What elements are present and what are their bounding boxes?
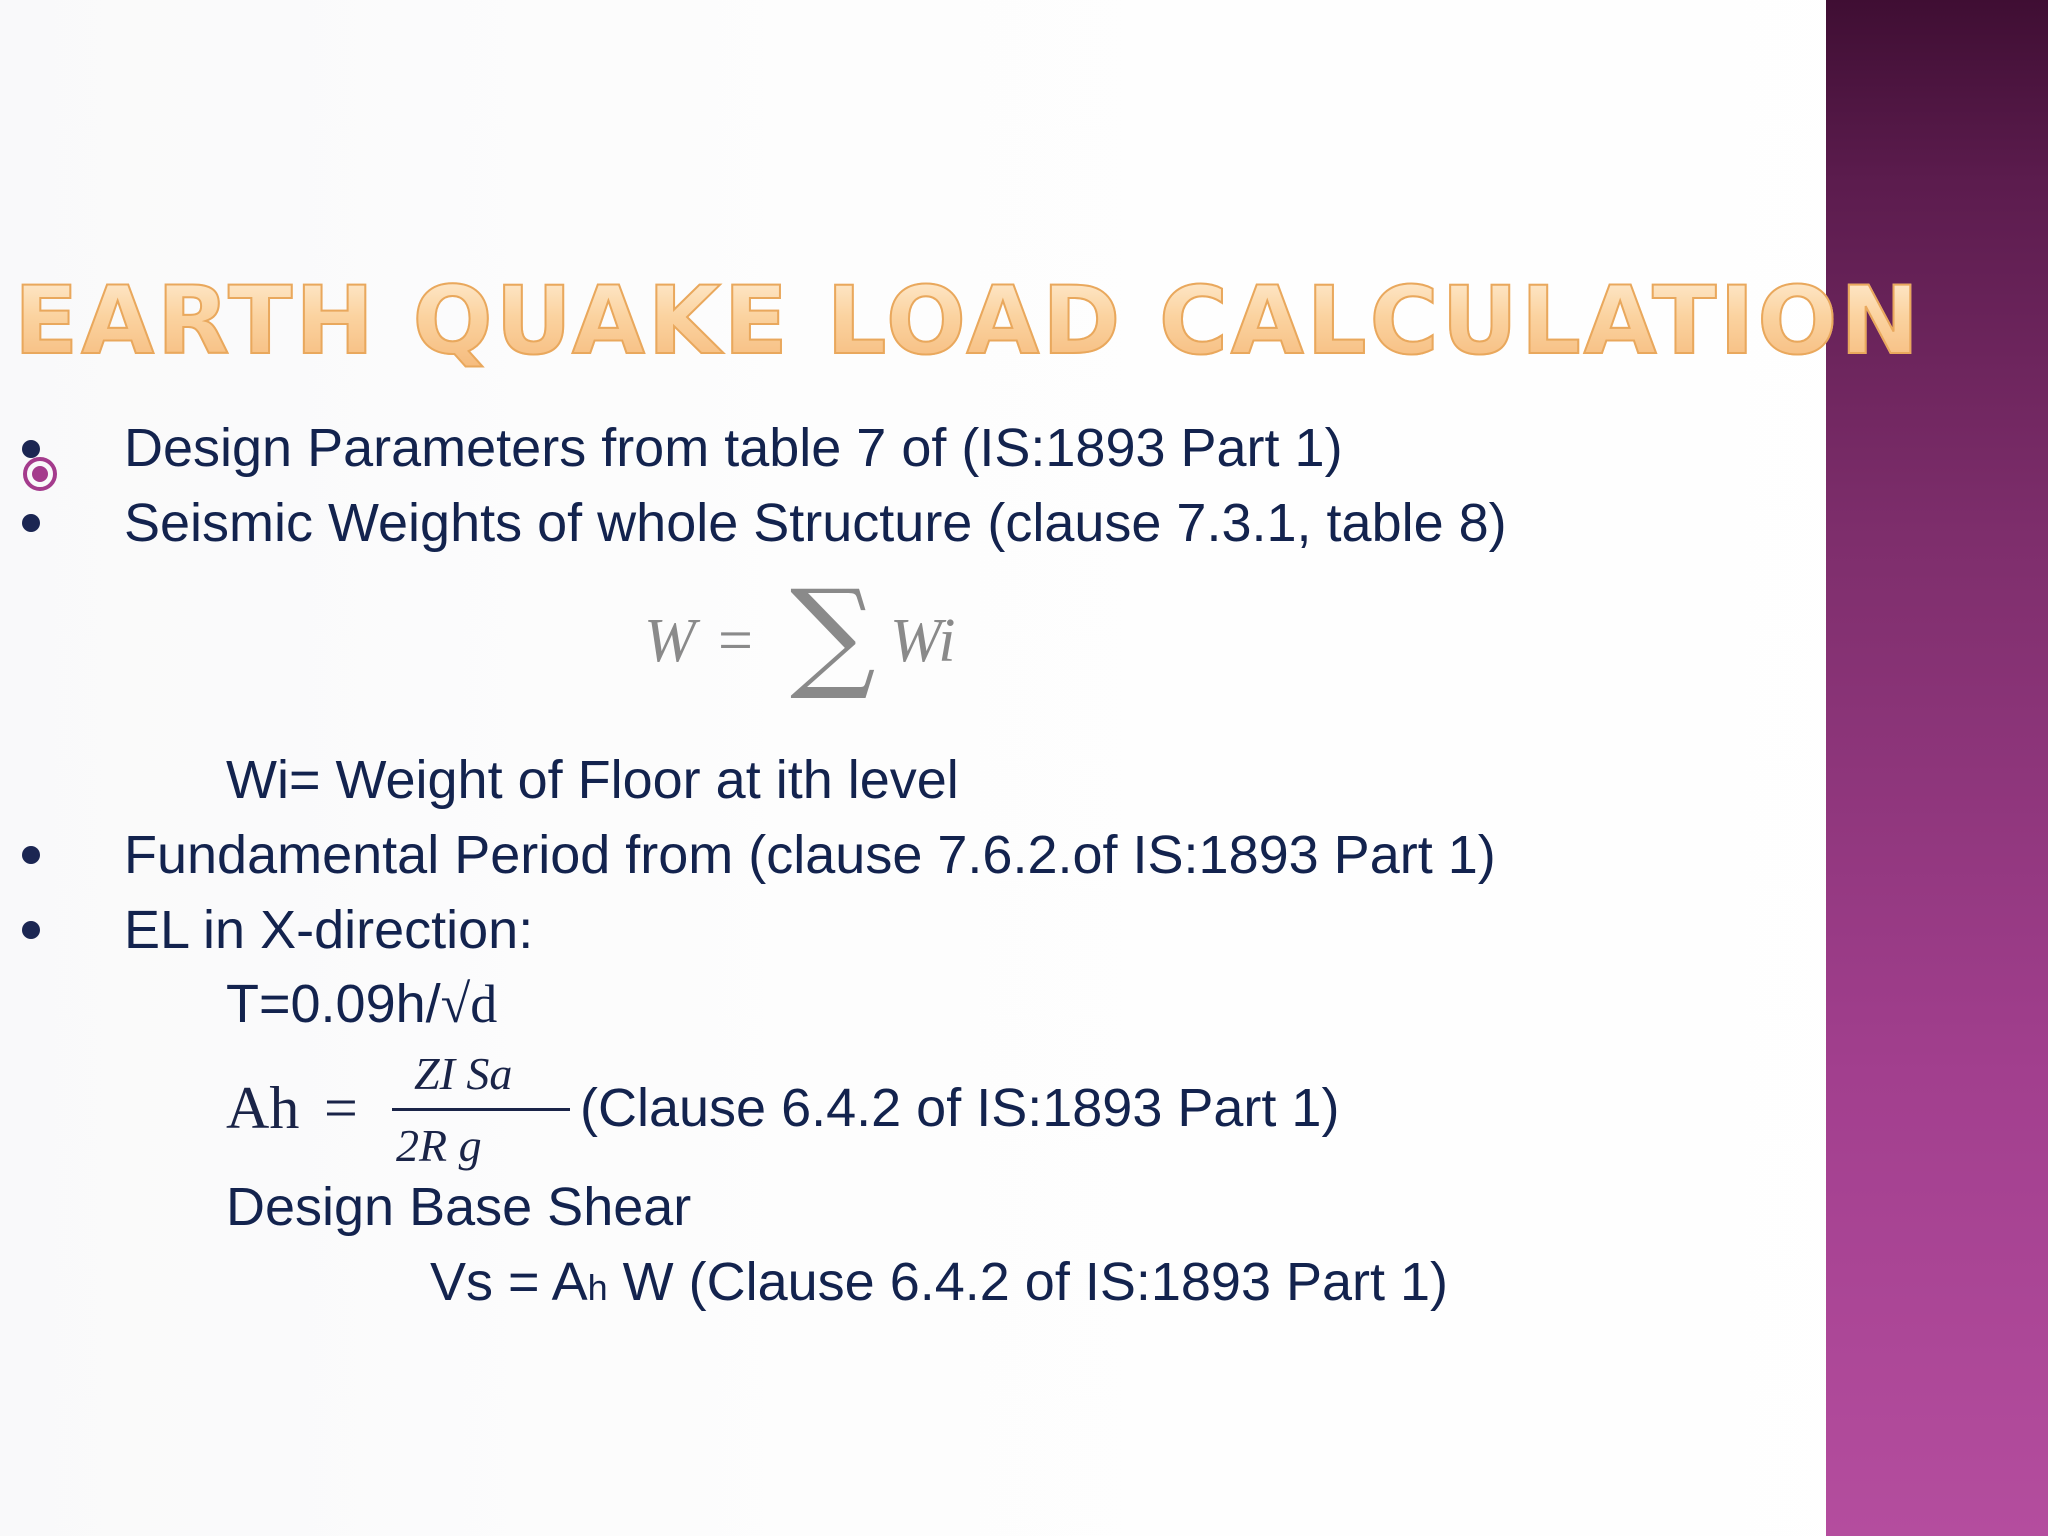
bullet-design-parameters: Design Parameters from table 7 of (IS:1893 Part 1) — [124, 418, 1343, 478]
period-formula-prefix: T=0.09h/ — [226, 974, 441, 1034]
bullet-seismic-weights: Seismic Weights of whole Structure (clause 7.3.1, table 8) — [124, 493, 1507, 553]
bullet-dot — [22, 846, 40, 864]
side-decorative-band — [1826, 0, 2048, 1536]
radio-cursor-icon — [22, 456, 58, 492]
base-shear-heading: Design Base Shear — [226, 1177, 692, 1237]
base-shear-suffix: W (Clause 6.4.2 of IS:1893 Part 1) — [607, 1252, 1449, 1312]
ah-fraction-denominator: 2R g — [396, 1120, 482, 1171]
base-shear-formula — [430, 1247, 1448, 1323]
ah-fraction-numerator: ZI Sa — [414, 1048, 513, 1099]
ah-clause-reference: (Clause 6.4.2 of IS:1893 Part 1) — [580, 1078, 1340, 1138]
ah-formula-equals: = — [324, 1075, 358, 1141]
bullet-dot — [22, 514, 40, 532]
base-shear-subscript: h — [587, 1267, 608, 1308]
bullet-fundamental-period: Fundamental Period from (clause 7.6.2.of IS:1893 Part 1) — [124, 825, 1496, 885]
formula-w-equals: = — [718, 607, 753, 675]
ah-formula-label: Ah — [226, 1075, 300, 1141]
formula-seismic-weight — [640, 565, 980, 715]
bullet-dot — [22, 921, 40, 939]
wi-definition: Wi= Weight of Floor at ith level — [226, 750, 959, 810]
formula-w-rhs: Wi — [890, 607, 956, 675]
period-formula-radical: √d — [440, 974, 498, 1034]
sigma-icon: ∑ — [790, 565, 876, 704]
base-shear-prefix: Vs = A — [430, 1252, 588, 1312]
bullet-el-x-direction: EL in X-direction: — [124, 900, 534, 960]
formula-w-lhs: W — [644, 607, 696, 675]
period-formula — [226, 969, 497, 1039]
ah-fraction-bar — [392, 1108, 570, 1111]
slide-title: EARTH QUAKE LOAD CALCULATION — [14, 262, 1922, 382]
